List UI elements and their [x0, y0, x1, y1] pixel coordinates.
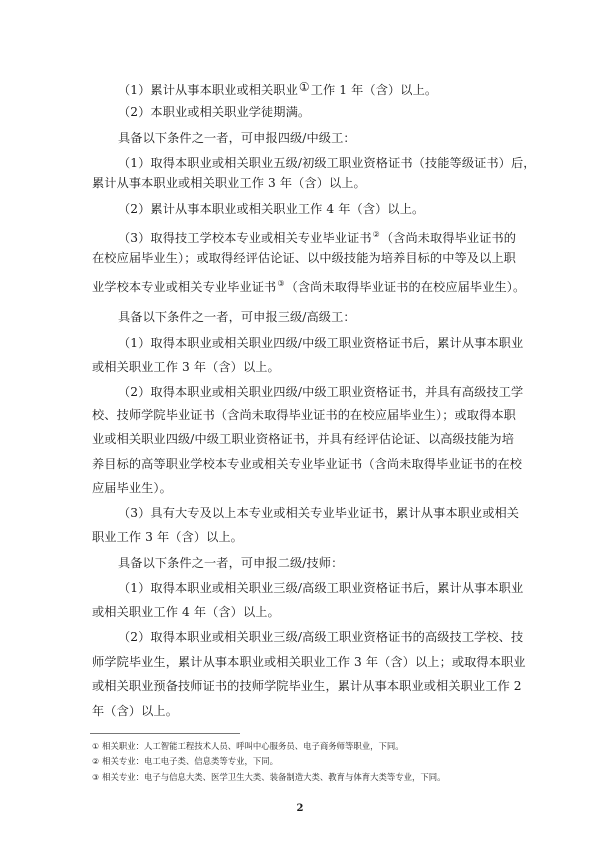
line-text: （3）取得技工学校本专业或相关专业毕业证书 [118, 231, 372, 245]
line-text: （1）累计从事本职业或相关职业 [118, 83, 298, 97]
footnote-text: 相关专业：电工电子类、信息类等专业，下同。 [102, 756, 279, 766]
paragraph-1-line-1 [118, 79, 437, 98]
paragraph-4-line-1: （1）取得本职业或相关职业五级/初级工职业资格证书（技能等级证书）后， [118, 156, 536, 170]
paragraph-9-line-5: 应届毕业生）。 [92, 481, 172, 495]
paragraph-12-line-2: 或相关职业工作 4 年（含）以上。 [92, 605, 280, 619]
paragraph-5-line-1: （2）累计从事本职业或相关职业工作 4 年（含）以上。 [118, 202, 425, 216]
footnote-1 [92, 741, 404, 752]
footnote-text: 相关专业：电子与信息大类、医学卫生大类、装备制造大类、教育与体育大类等专业，下同。 [102, 772, 446, 782]
footnote-text: 相关职业：人工智能工程技术人员、呼叫中心服务员、电子商务师等职业，下同。 [102, 741, 404, 751]
paragraph-9-line-1: （2）取得本职业或相关职业四级/中级工职业资格证书，并具有高级技工学 [118, 385, 524, 399]
paragraph-8-line-1: （1）取得本职业或相关职业四级/中级工职业资格证书后，累计从事本职业 [118, 336, 524, 350]
footnote-marker[interactable]: ② [372, 230, 380, 239]
paragraph-10-line-1: （3）具有大专及以上本专业或相关专业毕业证书，累计从事本职业或相关 [118, 506, 520, 520]
paragraph-13-line-2: 师学院毕业生，累计从事本职业或相关职业工作 3 年（含）以上；或取得本职业 [92, 655, 526, 669]
footnote-separator [90, 733, 240, 734]
paragraph-9-line-4: 养目标的高等职业学校本专业或相关专业毕业证书（含尚未取得毕业证书的在校 [92, 457, 523, 471]
paragraph-13-line-4: 年（含）以上。 [92, 704, 179, 718]
paragraph-7-line-1: 具备以下条件之一者，可申报三级/高级工： [118, 310, 356, 324]
paragraph-2-line-1: （2）本职业或相关职业学徒期满。 [118, 105, 311, 119]
footnote-number: ① [92, 742, 100, 751]
footnote-number: ② [92, 757, 100, 766]
page-number: 2 [296, 803, 304, 814]
line-text: （含尚未取得毕业证书的 [380, 231, 517, 245]
line-text: 工作 1 年（含）以上。 [310, 83, 438, 97]
paragraph-13-line-3: 或相关职业预备技师证书的技师学院毕业生，累计从事本职业或相关职业工作 2 [92, 679, 522, 693]
line-text: （含尚未取得毕业证书的在校应届毕业生）。 [285, 280, 526, 294]
paragraph-9-line-3: 业或相关职业四级/中级工职业资格证书，并具有经评估论证、以高级技能为培 [92, 432, 514, 446]
footnote-marker[interactable]: ① [298, 80, 310, 94]
paragraph-11-line-1: 具备以下条件之一者，可申报二级/技师： [118, 556, 344, 570]
paragraph-9-line-2: 校、技师学院毕业证书（含尚未取得毕业证书的在校应届毕业生）；或取得本职 [92, 408, 516, 422]
footnote-marker[interactable]: ③ [277, 279, 285, 288]
paragraph-6-line-3 [92, 276, 525, 295]
line-text: 业学校本专业或相关专业毕业证书 [92, 280, 277, 294]
paragraph-13-line-1: （2）取得本职业或相关职业三级/高级工职业资格证书的高级技工学校、技 [118, 630, 524, 644]
footnote-number: ③ [92, 773, 100, 782]
paragraph-12-line-1: （1）取得本职业或相关职业三级/高级工职业资格证书后，累计从事本职业 [118, 581, 524, 595]
paragraph-3-line-1: 具备以下条件之一者，可申报四级/中级工： [118, 131, 356, 145]
paragraph-8-line-2: 或相关职业工作 3 年（含）以上。 [92, 360, 280, 374]
paragraph-10-line-2: 职业工作 3 年（含）以上。 [92, 530, 243, 544]
paragraph-6-line-2: 在校应届毕业生）；或取得经评估论证、以中级技能为培养目标的中等及以上职 [92, 251, 516, 265]
footnote-3 [92, 772, 446, 783]
footnote-2 [92, 756, 278, 767]
paragraph-4-line-2: 累计从事本职业或相关职业工作 3 年（含）以上。 [92, 176, 366, 190]
paragraph-6-line-1 [118, 227, 516, 246]
